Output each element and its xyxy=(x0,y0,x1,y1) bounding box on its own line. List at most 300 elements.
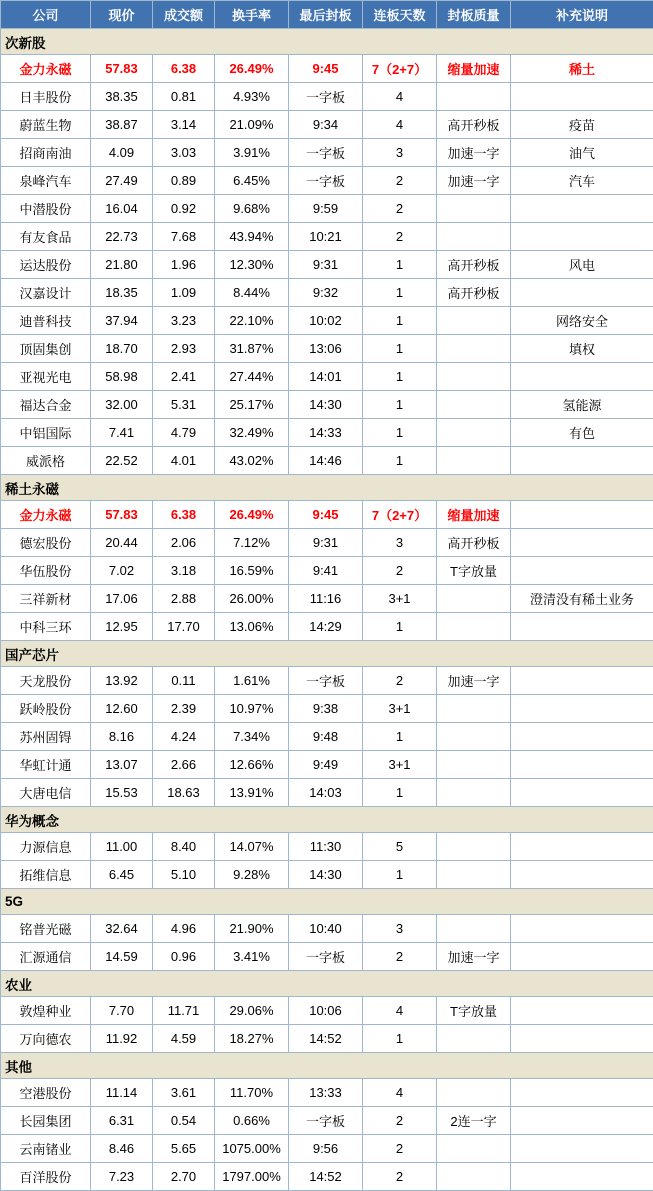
cell-last-seal-time: 9:32 xyxy=(289,279,363,307)
cell-remarks xyxy=(511,501,653,529)
cell-price: 13.92 xyxy=(91,667,153,695)
cell-turnover-amount: 5.31 xyxy=(153,391,215,419)
cell-consecutive-days: 5 xyxy=(363,833,437,861)
cell-company: 华伍股份 xyxy=(1,557,91,585)
table-row[interactable] xyxy=(1,335,653,363)
cell-last-seal-time: 14:30 xyxy=(289,391,363,419)
cell-remarks: 油气 xyxy=(511,139,653,167)
cell-price: 7.41 xyxy=(91,419,153,447)
cell-last-seal-time: 一字板 xyxy=(289,83,363,111)
cell-remarks xyxy=(511,613,653,641)
group-title: 稀土永磁 xyxy=(1,475,653,501)
cell-turnover-rate: 26.49% xyxy=(215,55,289,83)
cell-last-seal-time: 9:56 xyxy=(289,1135,363,1163)
cell-seal-quality: 加速一字 xyxy=(437,167,511,195)
cell-seal-quality xyxy=(437,83,511,111)
table-row[interactable] xyxy=(1,139,653,167)
cell-price: 6.45 xyxy=(91,861,153,889)
cell-seal-quality: T字放量 xyxy=(437,997,511,1025)
table-row[interactable] xyxy=(1,223,653,251)
cell-company: 三祥新材 xyxy=(1,585,91,613)
cell-turnover-amount: 11.71 xyxy=(153,997,215,1025)
cell-remarks xyxy=(511,723,653,751)
column-header-last-seal-time: 最后封板 xyxy=(289,1,363,29)
cell-turnover-amount: 3.23 xyxy=(153,307,215,335)
cell-remarks: 氢能源 xyxy=(511,391,653,419)
cell-last-seal-time: 9:34 xyxy=(289,111,363,139)
cell-price: 20.44 xyxy=(91,529,153,557)
group-header-row xyxy=(1,29,653,55)
cell-consecutive-days: 4 xyxy=(363,997,437,1025)
cell-seal-quality: 高开秒板 xyxy=(437,279,511,307)
cell-seal-quality xyxy=(437,1025,511,1053)
cell-company: 万向德农 xyxy=(1,1025,91,1053)
cell-consecutive-days: 1 xyxy=(363,391,437,419)
cell-price: 11.00 xyxy=(91,833,153,861)
cell-consecutive-days: 1 xyxy=(363,779,437,807)
cell-turnover-amount: 18.63 xyxy=(153,779,215,807)
group-title: 次新股 xyxy=(1,29,653,55)
cell-last-seal-time: 9:31 xyxy=(289,251,363,279)
cell-company: 中潜股份 xyxy=(1,195,91,223)
cell-seal-quality: 缩量加速 xyxy=(437,55,511,83)
group-title: 国产芯片 xyxy=(1,641,653,667)
cell-seal-quality xyxy=(437,723,511,751)
cell-remarks: 网络安全 xyxy=(511,307,653,335)
group-header-row xyxy=(1,971,653,997)
cell-consecutive-days: 3+1 xyxy=(363,585,437,613)
cell-seal-quality: 高开秒板 xyxy=(437,251,511,279)
cell-remarks xyxy=(511,1025,653,1053)
cell-company: 威派格 xyxy=(1,447,91,475)
table-row[interactable] xyxy=(1,585,653,613)
group-title: 其他 xyxy=(1,1053,653,1079)
cell-turnover-amount: 3.14 xyxy=(153,111,215,139)
cell-turnover-rate: 29.06% xyxy=(215,997,289,1025)
cell-company: 日丰股份 xyxy=(1,83,91,111)
cell-company: 亚视光电 xyxy=(1,363,91,391)
cell-company: 力源信息 xyxy=(1,833,91,861)
cell-price: 8.16 xyxy=(91,723,153,751)
cell-turnover-amount: 2.41 xyxy=(153,363,215,391)
table-row[interactable] xyxy=(1,833,653,861)
cell-remarks xyxy=(511,223,653,251)
table-row[interactable] xyxy=(1,391,653,419)
cell-consecutive-days: 1 xyxy=(363,447,437,475)
cell-turnover-rate: 21.09% xyxy=(215,111,289,139)
cell-turnover-rate: 21.90% xyxy=(215,915,289,943)
cell-turnover-rate: 7.12% xyxy=(215,529,289,557)
cell-price: 12.60 xyxy=(91,695,153,723)
cell-turnover-amount: 2.06 xyxy=(153,529,215,557)
cell-turnover-amount: 7.68 xyxy=(153,223,215,251)
cell-company: 百洋股份 xyxy=(1,1163,91,1191)
cell-consecutive-days: 1 xyxy=(363,723,437,751)
cell-seal-quality: 加速一字 xyxy=(437,943,511,971)
cell-last-seal-time: 14:52 xyxy=(289,1163,363,1191)
group-title: 华为概念 xyxy=(1,807,653,833)
cell-company: 跃岭股份 xyxy=(1,695,91,723)
cell-seal-quality xyxy=(437,1163,511,1191)
table-row[interactable] xyxy=(1,1135,653,1163)
cell-last-seal-time: 9:38 xyxy=(289,695,363,723)
column-header-seal-quality: 封板质量 xyxy=(437,1,511,29)
cell-company: 汉嘉设计 xyxy=(1,279,91,307)
group-header-row xyxy=(1,641,653,667)
cell-price: 21.80 xyxy=(91,251,153,279)
cell-consecutive-days: 1 xyxy=(363,363,437,391)
cell-consecutive-days: 2 xyxy=(363,1135,437,1163)
cell-consecutive-days: 1 xyxy=(363,279,437,307)
cell-last-seal-time: 14:46 xyxy=(289,447,363,475)
cell-turnover-rate: 9.68% xyxy=(215,195,289,223)
cell-seal-quality: 加速一字 xyxy=(437,139,511,167)
cell-price: 22.73 xyxy=(91,223,153,251)
cell-company: 苏州固锝 xyxy=(1,723,91,751)
cell-last-seal-time: 14:01 xyxy=(289,363,363,391)
cell-remarks: 澄清没有稀土业务 xyxy=(511,585,653,613)
cell-turnover-amount: 3.03 xyxy=(153,139,215,167)
cell-turnover-amount: 4.24 xyxy=(153,723,215,751)
cell-last-seal-time: 14:29 xyxy=(289,613,363,641)
cell-consecutive-days: 4 xyxy=(363,1079,437,1107)
cell-price: 14.59 xyxy=(91,943,153,971)
cell-turnover-rate: 27.44% xyxy=(215,363,289,391)
cell-price: 57.83 xyxy=(91,501,153,529)
cell-remarks xyxy=(511,779,653,807)
cell-last-seal-time: 9:41 xyxy=(289,557,363,585)
table-row[interactable] xyxy=(1,915,653,943)
table-row[interactable] xyxy=(1,557,653,585)
cell-company: 中科三环 xyxy=(1,613,91,641)
table-row[interactable] xyxy=(1,943,653,971)
cell-turnover-amount: 4.79 xyxy=(153,419,215,447)
cell-consecutive-days: 1 xyxy=(363,861,437,889)
cell-price: 13.07 xyxy=(91,751,153,779)
cell-company: 招商南油 xyxy=(1,139,91,167)
cell-turnover-rate: 14.07% xyxy=(215,833,289,861)
cell-turnover-rate: 1075.00% xyxy=(215,1135,289,1163)
cell-price: 7.23 xyxy=(91,1163,153,1191)
cell-remarks xyxy=(511,915,653,943)
cell-turnover-rate: 26.00% xyxy=(215,585,289,613)
group-title: 5G xyxy=(1,889,653,915)
cell-seal-quality xyxy=(437,613,511,641)
table-row[interactable] xyxy=(1,279,653,307)
cell-seal-quality xyxy=(437,391,511,419)
cell-company: 空港股份 xyxy=(1,1079,91,1107)
cell-company: 拓维信息 xyxy=(1,861,91,889)
cell-company: 云南锗业 xyxy=(1,1135,91,1163)
cell-seal-quality xyxy=(437,307,511,335)
cell-turnover-amount: 0.81 xyxy=(153,83,215,111)
cell-seal-quality: 高开秒板 xyxy=(437,111,511,139)
cell-turnover-amount: 2.93 xyxy=(153,335,215,363)
cell-company: 铭普光磁 xyxy=(1,915,91,943)
cell-consecutive-days: 3 xyxy=(363,915,437,943)
cell-turnover-rate: 7.34% xyxy=(215,723,289,751)
cell-seal-quality xyxy=(437,223,511,251)
cell-turnover-rate: 43.02% xyxy=(215,447,289,475)
table-row[interactable] xyxy=(1,307,653,335)
cell-price: 8.46 xyxy=(91,1135,153,1163)
cell-turnover-amount: 3.18 xyxy=(153,557,215,585)
cell-consecutive-days: 2 xyxy=(363,557,437,585)
cell-last-seal-time: 13:33 xyxy=(289,1079,363,1107)
cell-consecutive-days: 2 xyxy=(363,667,437,695)
cell-turnover-amount: 2.66 xyxy=(153,751,215,779)
cell-turnover-amount: 0.89 xyxy=(153,167,215,195)
cell-remarks: 风电 xyxy=(511,251,653,279)
cell-turnover-rate: 16.59% xyxy=(215,557,289,585)
group-title: 农业 xyxy=(1,971,653,997)
cell-turnover-rate: 1.61% xyxy=(215,667,289,695)
cell-consecutive-days: 3+1 xyxy=(363,695,437,723)
cell-turnover-rate: 10.97% xyxy=(215,695,289,723)
cell-remarks xyxy=(511,1163,653,1191)
header-row xyxy=(1,1,653,29)
cell-last-seal-time: 一字板 xyxy=(289,167,363,195)
cell-seal-quality xyxy=(437,695,511,723)
cell-seal-quality xyxy=(437,335,511,363)
cell-consecutive-days: 7（2+7） xyxy=(363,501,437,529)
cell-seal-quality xyxy=(437,585,511,613)
group-header-row xyxy=(1,475,653,501)
cell-remarks xyxy=(511,751,653,779)
cell-remarks xyxy=(511,447,653,475)
cell-consecutive-days: 1 xyxy=(363,1025,437,1053)
cell-price: 11.92 xyxy=(91,1025,153,1053)
cell-remarks xyxy=(511,557,653,585)
cell-remarks xyxy=(511,195,653,223)
table-row[interactable] xyxy=(1,751,653,779)
cell-company: 有友食品 xyxy=(1,223,91,251)
cell-last-seal-time: 9:59 xyxy=(289,195,363,223)
column-header-company: 公司 xyxy=(1,1,91,29)
table-row[interactable] xyxy=(1,251,653,279)
cell-turnover-amount: 5.10 xyxy=(153,861,215,889)
cell-seal-quality xyxy=(437,363,511,391)
cell-remarks: 稀土 xyxy=(511,55,653,83)
cell-consecutive-days: 4 xyxy=(363,83,437,111)
cell-turnover-rate: 6.45% xyxy=(215,167,289,195)
cell-remarks: 填权 xyxy=(511,335,653,363)
table-row[interactable] xyxy=(1,1163,653,1191)
cell-company: 华虹计通 xyxy=(1,751,91,779)
cell-seal-quality: T字放量 xyxy=(437,557,511,585)
cell-price: 16.04 xyxy=(91,195,153,223)
cell-turnover-amount: 1.96 xyxy=(153,251,215,279)
table-row[interactable] xyxy=(1,723,653,751)
table-row[interactable] xyxy=(1,363,653,391)
cell-price: 7.02 xyxy=(91,557,153,585)
cell-company: 金力永磁 xyxy=(1,501,91,529)
cell-last-seal-time: 9:49 xyxy=(289,751,363,779)
cell-consecutive-days: 3 xyxy=(363,529,437,557)
column-header-turnover-rate: 换手率 xyxy=(215,1,289,29)
cell-company: 德宏股份 xyxy=(1,529,91,557)
cell-consecutive-days: 1 xyxy=(363,419,437,447)
cell-last-seal-time: 10:06 xyxy=(289,997,363,1025)
cell-turnover-amount: 8.40 xyxy=(153,833,215,861)
cell-price: 38.35 xyxy=(91,83,153,111)
cell-last-seal-time: 13:06 xyxy=(289,335,363,363)
cell-seal-quality xyxy=(437,833,511,861)
cell-last-seal-time: 14:03 xyxy=(289,779,363,807)
cell-last-seal-time: 一字板 xyxy=(289,139,363,167)
cell-last-seal-time: 14:33 xyxy=(289,419,363,447)
group-header-row xyxy=(1,1053,653,1079)
column-header-price: 现价 xyxy=(91,1,153,29)
cell-consecutive-days: 7（2+7） xyxy=(363,55,437,83)
cell-turnover-amount: 0.54 xyxy=(153,1107,215,1135)
cell-turnover-rate: 12.66% xyxy=(215,751,289,779)
table-row[interactable] xyxy=(1,779,653,807)
column-header-turnover-amount: 成交额 xyxy=(153,1,215,29)
cell-turnover-amount: 2.88 xyxy=(153,585,215,613)
cell-turnover-rate: 13.91% xyxy=(215,779,289,807)
cell-last-seal-time: 9:45 xyxy=(289,55,363,83)
cell-company: 大唐电信 xyxy=(1,779,91,807)
table-row[interactable] xyxy=(1,861,653,889)
cell-seal-quality xyxy=(437,751,511,779)
cell-price: 38.87 xyxy=(91,111,153,139)
cell-turnover-rate: 0.66% xyxy=(215,1107,289,1135)
cell-company: 汇源通信 xyxy=(1,943,91,971)
cell-company: 金力永磁 xyxy=(1,55,91,83)
cell-turnover-rate: 43.94% xyxy=(215,223,289,251)
table-row[interactable] xyxy=(1,529,653,557)
cell-seal-quality xyxy=(437,1079,511,1107)
cell-consecutive-days: 2 xyxy=(363,1163,437,1191)
cell-turnover-rate: 18.27% xyxy=(215,1025,289,1053)
table-row[interactable] xyxy=(1,613,653,641)
cell-turnover-amount: 6.38 xyxy=(153,501,215,529)
cell-remarks xyxy=(511,667,653,695)
cell-turnover-rate: 22.10% xyxy=(215,307,289,335)
cell-company: 运达股份 xyxy=(1,251,91,279)
table-row[interactable] xyxy=(1,111,653,139)
cell-last-seal-time: 11:16 xyxy=(289,585,363,613)
cell-turnover-rate: 12.30% xyxy=(215,251,289,279)
cell-price: 11.14 xyxy=(91,1079,153,1107)
cell-turnover-amount: 2.70 xyxy=(153,1163,215,1191)
column-header-consecutive-days: 连板天数 xyxy=(363,1,437,29)
cell-seal-quality xyxy=(437,195,511,223)
cell-price: 7.70 xyxy=(91,997,153,1025)
cell-turnover-amount: 4.96 xyxy=(153,915,215,943)
cell-turnover-amount: 2.39 xyxy=(153,695,215,723)
cell-consecutive-days: 2 xyxy=(363,167,437,195)
cell-last-seal-time: 14:52 xyxy=(289,1025,363,1053)
cell-seal-quality xyxy=(437,915,511,943)
cell-last-seal-time: 一字板 xyxy=(289,667,363,695)
cell-price: 18.35 xyxy=(91,279,153,307)
cell-seal-quality xyxy=(437,1135,511,1163)
cell-remarks xyxy=(511,1135,653,1163)
cell-remarks: 汽车 xyxy=(511,167,653,195)
table-row[interactable] xyxy=(1,1107,653,1135)
cell-turnover-amount: 4.01 xyxy=(153,447,215,475)
table-row[interactable] xyxy=(1,195,653,223)
cell-company: 蔚蓝生物 xyxy=(1,111,91,139)
cell-price: 58.98 xyxy=(91,363,153,391)
cell-company: 中铝国际 xyxy=(1,419,91,447)
cell-last-seal-time: 9:31 xyxy=(289,529,363,557)
cell-consecutive-days: 1 xyxy=(363,335,437,363)
cell-consecutive-days: 1 xyxy=(363,613,437,641)
cell-price: 32.00 xyxy=(91,391,153,419)
cell-turnover-rate: 9.28% xyxy=(215,861,289,889)
cell-consecutive-days: 3 xyxy=(363,139,437,167)
cell-seal-quality xyxy=(437,419,511,447)
cell-consecutive-days: 4 xyxy=(363,111,437,139)
cell-consecutive-days: 1 xyxy=(363,307,437,335)
cell-consecutive-days: 2 xyxy=(363,195,437,223)
cell-turnover-rate: 8.44% xyxy=(215,279,289,307)
table-row[interactable] xyxy=(1,667,653,695)
cell-last-seal-time: 9:48 xyxy=(289,723,363,751)
table-body xyxy=(1,29,653,1191)
cell-price: 4.09 xyxy=(91,139,153,167)
cell-turnover-rate: 11.70% xyxy=(215,1079,289,1107)
cell-price: 18.70 xyxy=(91,335,153,363)
cell-company: 泉峰汽车 xyxy=(1,167,91,195)
table-row[interactable] xyxy=(1,1079,653,1107)
cell-remarks xyxy=(511,943,653,971)
cell-remarks xyxy=(511,997,653,1025)
cell-turnover-amount: 6.38 xyxy=(153,55,215,83)
table-row[interactable] xyxy=(1,695,653,723)
table-row[interactable] xyxy=(1,419,653,447)
cell-turnover-rate: 3.41% xyxy=(215,943,289,971)
cell-seal-quality: 加速一字 xyxy=(437,667,511,695)
cell-last-seal-time: 一字板 xyxy=(289,943,363,971)
table-row[interactable] xyxy=(1,447,653,475)
cell-last-seal-time: 11:30 xyxy=(289,833,363,861)
cell-seal-quality xyxy=(437,447,511,475)
cell-remarks xyxy=(511,833,653,861)
cell-turnover-rate: 32.49% xyxy=(215,419,289,447)
cell-price: 37.94 xyxy=(91,307,153,335)
cell-turnover-amount: 0.96 xyxy=(153,943,215,971)
cell-turnover-rate: 1797.00% xyxy=(215,1163,289,1191)
cell-price: 17.06 xyxy=(91,585,153,613)
table-header xyxy=(1,1,653,29)
cell-seal-quality xyxy=(437,861,511,889)
column-header-remarks: 补充说明 xyxy=(511,1,653,29)
cell-last-seal-time: 14:30 xyxy=(289,861,363,889)
cell-company: 迪普科技 xyxy=(1,307,91,335)
cell-turnover-amount: 0.11 xyxy=(153,667,215,695)
cell-company: 长园集团 xyxy=(1,1107,91,1135)
cell-turnover-amount: 0.92 xyxy=(153,195,215,223)
cell-last-seal-time: 10:02 xyxy=(289,307,363,335)
cell-turnover-rate: 13.06% xyxy=(215,613,289,641)
cell-seal-quality: 缩量加速 xyxy=(437,501,511,529)
table-row[interactable] xyxy=(1,55,653,83)
group-header-row xyxy=(1,807,653,833)
cell-company: 顶固集创 xyxy=(1,335,91,363)
table-row[interactable] xyxy=(1,501,653,529)
table-row[interactable] xyxy=(1,167,653,195)
table-row[interactable] xyxy=(1,1025,653,1053)
cell-price: 22.52 xyxy=(91,447,153,475)
table-row[interactable] xyxy=(1,997,653,1025)
table-row[interactable] xyxy=(1,83,653,111)
cell-turnover-amount: 3.61 xyxy=(153,1079,215,1107)
cell-consecutive-days: 1 xyxy=(363,251,437,279)
